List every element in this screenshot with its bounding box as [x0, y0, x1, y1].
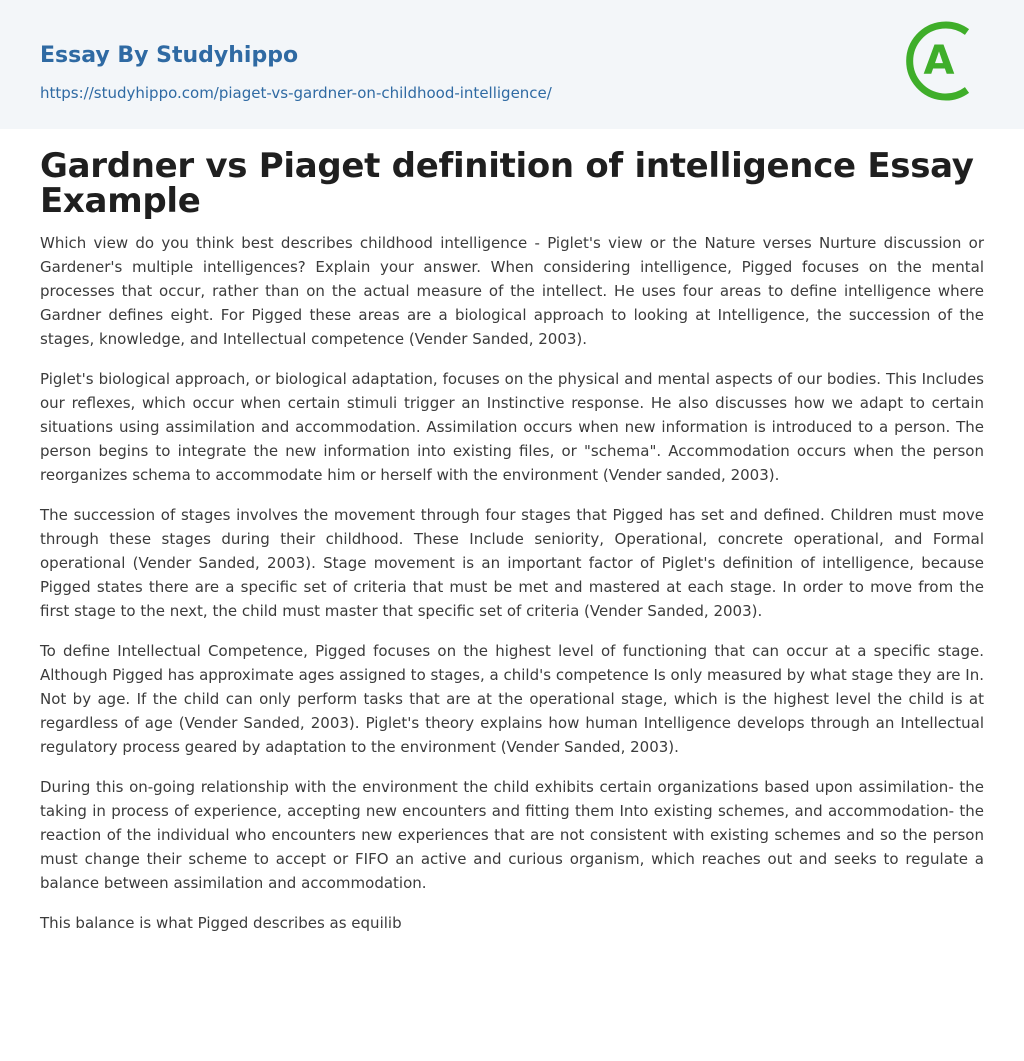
article-paragraph: Which view do you think best describes childhood intelligence - Piglet's view or the Nature verses Nurture discussion or Gardener's multiple intelligences? Explain your answer. When considering intelligence, Pigged focuses on the mental processes that occur, rather than on the actual measure of the intellect. He uses four areas to define intelligence where Gardner defines eight. For Pigged these areas are a biological approach to looking at Intelligence, the succession of the stages, knowledge, and Intellectual competence (Vender Sanded, 2003). — [40, 234, 984, 348]
article-paragraph: This balance is what Pigged describes as equilib — [40, 914, 402, 932]
article — [0, 129, 1024, 935]
article-paragraph: The succession of stages involves the movement through four stages that Pigged has set and defined. Children must move through these stages during their childhood. These Include seniority, Operational, concrete operational, and Formal operational (Vender Sanded, 2003). Stage movement is an important factor of Piglet's definition of intelligence, because Pigged states there are a specific set of criteria that must be met and mastered at each stage. In order to move from the first stage to the next, the child must master that specific set of criteria (Vender Sanded, 2003). — [40, 506, 984, 620]
site-header — [0, 0, 1024, 129]
site-name[interactable]: Essay By Studyhippo — [40, 43, 299, 68]
article-paragraph: To define Intellectual Competence, Pigged focuses on the highest level of functioning that can occur at a specific stage. Although Pigged has approximate ages assigned to stages, a child's competence Is only measured by what stage they are In. Not by age. If the child can only perform tasks that are at the operational stage, which is the highest level the child is at regardless of age (Vender Sanded, 2003). Piglet's theory explains how human Intelligence develops through an Intellectual regulatory process geared by adaptation to the environment (Vender Sanded, 2003). — [40, 642, 984, 756]
studyhippo-logo-icon[interactable] — [900, 18, 986, 104]
article-paragraph: During this on-going relationship with the environment the child exhibits certain organizations based upon assimilation- the taking in process of experience, accepting new encounters and fitting them Into existing schemes, and accommodation- the reaction of the individual who encounters new experiences that are not consistent with existing schemes and so the person must change their scheme to accept or FIFO an active and curious organism, which reaches out and seeks to regulate a balance between assimilation and accommodation. — [40, 778, 984, 892]
logo-letter: A — [923, 38, 955, 84]
source-url-link[interactable]: https://studyhippo.com/piaget-vs-gardner-on-childhood-intelligence/ — [40, 84, 552, 102]
article-title: Gardner vs Piaget definition of intelligence Essay Example — [40, 146, 974, 221]
article-paragraph: Piglet's biological approach, or biological adaptation, focuses on the physical and mental aspects of our bodies. This Includes our reflexes, which occur when certain stimuli trigger an Instinctive response. He also discusses how we adapt to certain situations using assimilation and accommodation. Assimilation occurs when new information is introduced to a person. The person begins to integrate the new information into existing files, or "schema". Accommodation occurs when the person reorganizes schema to accommodate him or herself with the environment (Vender sanded, 2003). — [40, 370, 984, 484]
